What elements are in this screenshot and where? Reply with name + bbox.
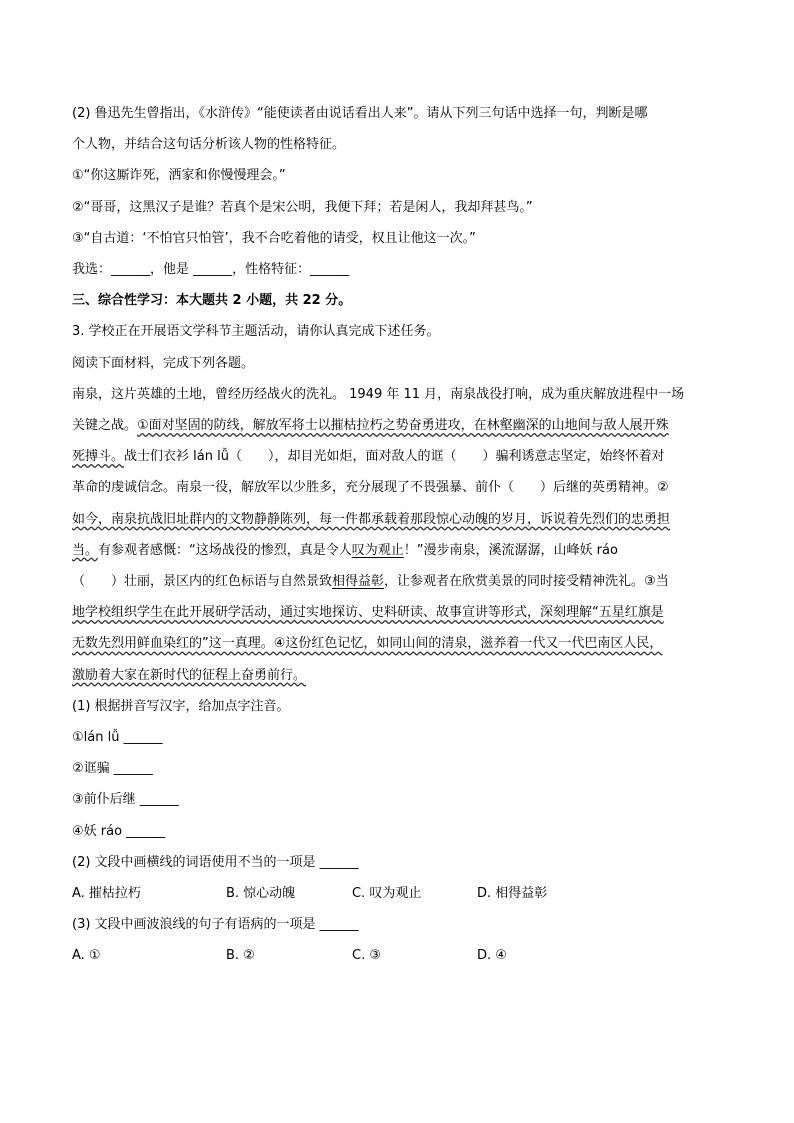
wavy-sentence-1-end: 死搏斗。 <box>72 449 125 465</box>
sub-question-2: (2) 文段中画横线的词语使用不当的一项是 ______ <box>72 854 359 870</box>
option-a: A. ① <box>72 948 101 964</box>
sub-question-1-item-c: ③前仆后继 ______ <box>72 792 179 808</box>
passage-line <box>72 597 714 628</box>
option-b: B. 惊心动魄 <box>226 886 296 902</box>
passage-line <box>72 660 714 691</box>
wavy-sentence-4: 无数先烈用鲜血染红的”这一真理。④这份红色记忆，如同山间的清泉，滋养着一代又一代巴南区人民， <box>72 636 663 652</box>
q2-answer-blank: 我选：______，他是 ______，性格特征：______ <box>72 262 350 278</box>
wavy-sentence-1: ①面对坚固的防线，解放军将士以摧枯拉朽之势奋勇进攻，在林壑幽深的山地间与敌人展开殊 <box>137 418 669 434</box>
passage-line <box>72 535 714 566</box>
passage-text: ！”漫步南泉，溪流潺潺，山峰妖 ráo <box>403 542 618 558</box>
sub-question-1-item-a: ①lán lǚ ______ <box>72 730 163 746</box>
q2-quote-3: ③“自古道：‘不怕官只怕管’，我不合吃着他的请受，权且让他这一次。” <box>72 230 476 246</box>
reading-passage <box>72 379 714 691</box>
passage-line <box>72 441 714 472</box>
passage-text: （ ）壮丽，景区内的红色标语与自然景致 <box>72 574 333 590</box>
option-c: C. ③ <box>352 948 381 964</box>
sub-question-2-options <box>72 878 714 909</box>
wavy-sentence-3: 地学校组织学生在此开展研学活动，通过实地探访、史料研读、故事宣讲等形式，深刻理解“五星红旗是 <box>72 605 664 621</box>
q3-instruction: 阅读下面材料，完成下列各题。 <box>72 355 255 371</box>
q2-quote-1: ①“你这厮诈死，洒家和你慢慢理会。” <box>72 168 286 184</box>
wavy-sentence-2-end: 当。 <box>72 542 99 558</box>
passage-text: 革命的虔诚信念。南泉一役，解放军以少胜多，充分展现了不畏强暴、前仆（ ）后继的英勇精神。 <box>72 480 658 496</box>
sub-question-3-options <box>72 940 714 971</box>
sub-question-1: (1) 根据拼音写汉字，给加点字注音。 <box>72 698 290 714</box>
passage-line <box>72 566 714 597</box>
option-d: D. 相得益彰 <box>477 886 548 902</box>
passage-line <box>72 504 714 535</box>
option-d: D. ④ <box>477 948 507 964</box>
section-3-heading: 三、综合性学习：本大题共 2 小题，共 22 分。 <box>72 293 352 309</box>
wavy-sentence-2: 如今，南泉抗战旧址群内的文物静静陈列，每一件都承载着那段惊心动魄的岁月，诉说着先烈们的忠勇担 <box>72 511 671 527</box>
option-a: A. 摧枯拉朽 <box>72 886 141 902</box>
passage-text: 战士们衣衫 lán lǚ（ ），却目光如炬，面对敌人的诓（ ）骗利诱意志坚定，始终怀着对 <box>124 449 665 465</box>
passage-line: 南泉，这片英雄的土地，曾经历经战火的洗礼。 1949 年 11 月，南泉战役打响，成为重庆解放进程中一场 <box>72 386 685 402</box>
passage-line <box>72 410 714 441</box>
sentence-marker-3: ③当 <box>644 574 669 590</box>
underlined-term: 叹为观止 <box>351 542 404 558</box>
passage-text: ，让参观者在欣赏美景的同时接受精神洗礼。 <box>384 574 645 590</box>
sub-question-1-item-b: ②诓骗 ______ <box>72 761 153 777</box>
q2-quote-2: ②“哥哥，这黑汉子是谁？若真个是宋公明，我便下拜；若是闲人，我却拜甚鸟。” <box>72 199 533 215</box>
passage-line <box>72 472 714 503</box>
passage-text: 有参观者感慨：“这场战役的惨烈，真是令人 <box>98 542 352 558</box>
sub-question-1-item-d: ④妖 ráo ______ <box>72 823 166 839</box>
q3-intro: 3. 学校正在开展语文学科节主题活动，请你认真完成下述任务。 <box>72 324 440 340</box>
q2-prompt-line2: 个人物，并结合这句话分析该人物的性格特征。 <box>72 137 346 153</box>
option-b: B. ② <box>226 948 255 964</box>
option-c: C. 叹为观止 <box>352 886 422 902</box>
sentence-marker-2: ② <box>657 480 669 496</box>
passage-line <box>72 628 714 659</box>
wavy-sentence-4-end: 激励着大家在新时代的征程上奋勇前行。 <box>72 667 307 683</box>
q2-prompt-line1: (2) 鲁迅先生曾指出，《水浒传》“能使读者由说话看出人来”。请从下列三句话中选择一句，判断是哪 <box>72 106 648 121</box>
underlined-term: 相得益彰 <box>332 574 385 590</box>
sub-question-3: (3) 文段中画波浪线的句子有语病的一项是 ______ <box>72 917 359 933</box>
passage-text: 关键之战。 <box>72 418 138 434</box>
